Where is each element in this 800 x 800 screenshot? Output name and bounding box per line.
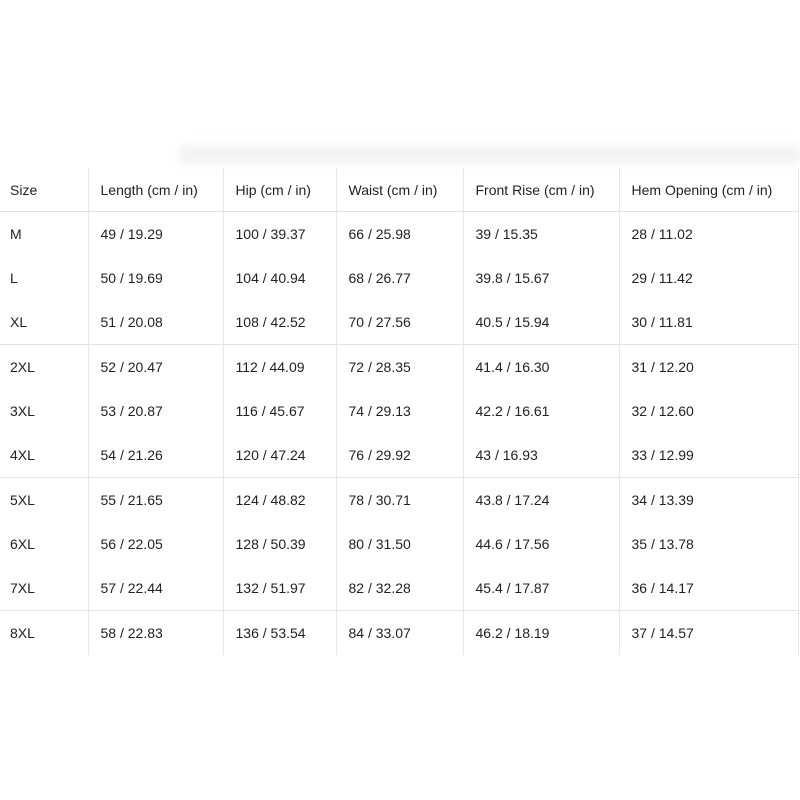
cell-front-rise: 46.2 / 18.19: [463, 611, 619, 656]
cell-hip: 112 / 44.09: [223, 345, 336, 390]
cell-length: 57 / 22.44: [88, 566, 223, 611]
cell-length: 50 / 19.69: [88, 256, 223, 300]
cell-waist: 78 / 30.71: [336, 478, 463, 523]
cell-front-rise: 43.8 / 17.24: [463, 478, 619, 523]
cell-waist: 76 / 29.92: [336, 433, 463, 478]
table-row: [0, 433, 798, 478]
table-row: [0, 256, 798, 300]
cell-waist: 82 / 32.28: [336, 566, 463, 611]
cell-waist: 80 / 31.50: [336, 522, 463, 566]
cell-waist: 74 / 29.13: [336, 389, 463, 433]
table-row: [0, 212, 798, 257]
cell-front-rise: 43 / 16.93: [463, 433, 619, 478]
cell-hip: 108 / 42.52: [223, 300, 336, 345]
header-front-rise: Front Rise (cm / in): [463, 168, 619, 212]
cell-hip: 128 / 50.39: [223, 522, 336, 566]
table-header-row: [0, 168, 798, 212]
cell-hip: 116 / 45.67: [223, 389, 336, 433]
cell-front-rise: 42.2 / 16.61: [463, 389, 619, 433]
cell-hem-opening: 36 / 14.17: [619, 566, 798, 611]
top-shadow: [180, 140, 800, 168]
cell-front-rise: 39 / 15.35: [463, 212, 619, 257]
cell-hip: 100 / 39.37: [223, 212, 336, 257]
cell-waist: 84 / 33.07: [336, 611, 463, 656]
cell-size: XL: [10, 314, 28, 330]
cell-size: L: [10, 270, 18, 286]
table-row: [0, 566, 798, 611]
cell-hem-opening: 31 / 12.20: [619, 345, 798, 390]
cell-front-rise: 40.5 / 15.94: [463, 300, 619, 345]
cell-length: 56 / 22.05: [88, 522, 223, 566]
size-table: [0, 168, 799, 655]
cell-length: 54 / 21.26: [88, 433, 223, 478]
cell-hem-opening: 30 / 11.81: [619, 300, 798, 345]
cell-size: M: [10, 226, 22, 242]
cell-waist: 72 / 28.35: [336, 345, 463, 390]
cell-front-rise: 44.6 / 17.56: [463, 522, 619, 566]
size-chart: [0, 168, 800, 655]
cell-size: 7XL: [10, 580, 35, 596]
cell-hem-opening: 29 / 11.42: [619, 256, 798, 300]
cell-size: 3XL: [10, 403, 35, 419]
table-row: [0, 389, 798, 433]
cell-length: 51 / 20.08: [88, 300, 223, 345]
cell-hip: 120 / 47.24: [223, 433, 336, 478]
cell-hem-opening: 28 / 11.02: [619, 212, 798, 257]
cell-length: 52 / 20.47: [88, 345, 223, 390]
cell-hem-opening: 37 / 14.57: [619, 611, 798, 656]
header-length: Length (cm / in): [88, 168, 223, 212]
cell-waist: 66 / 25.98: [336, 212, 463, 257]
cell-hem-opening: 35 / 13.78: [619, 522, 798, 566]
cell-hip: 124 / 48.82: [223, 478, 336, 523]
cell-hem-opening: 32 / 12.60: [619, 389, 798, 433]
cell-hem-opening: 33 / 12.99: [619, 433, 798, 478]
header-waist: Waist (cm / in): [336, 168, 463, 212]
cell-hip: 132 / 51.97: [223, 566, 336, 611]
table-row: [0, 611, 798, 656]
cell-waist: 68 / 26.77: [336, 256, 463, 300]
cell-front-rise: 39.8 / 15.67: [463, 256, 619, 300]
table-row: [0, 522, 798, 566]
table-row: [0, 345, 798, 390]
cell-size: 6XL: [10, 536, 35, 552]
cell-length: 53 / 20.87: [88, 389, 223, 433]
header-size: Size: [0, 168, 88, 212]
cell-length: 55 / 21.65: [88, 478, 223, 523]
cell-hip: 104 / 40.94: [223, 256, 336, 300]
cell-size: 8XL: [0, 611, 88, 656]
cell-hip: 136 / 53.54: [223, 611, 336, 656]
table-row: [0, 478, 798, 523]
cell-waist: 70 / 27.56: [336, 300, 463, 345]
cell-front-rise: 41.4 / 16.30: [463, 345, 619, 390]
cell-size: 5XL: [0, 478, 88, 523]
cell-size: 4XL: [10, 447, 35, 463]
cell-hem-opening: 34 / 13.39: [619, 478, 798, 523]
cell-length: 49 / 19.29: [88, 212, 223, 257]
header-hem-opening: Hem Opening (cm / in): [619, 168, 798, 212]
cell-front-rise: 45.4 / 17.87: [463, 566, 619, 611]
table-row: [0, 300, 798, 345]
header-hip: Hip (cm / in): [223, 168, 336, 212]
cell-size: 2XL: [0, 345, 88, 390]
cell-length: 58 / 22.83: [88, 611, 223, 656]
